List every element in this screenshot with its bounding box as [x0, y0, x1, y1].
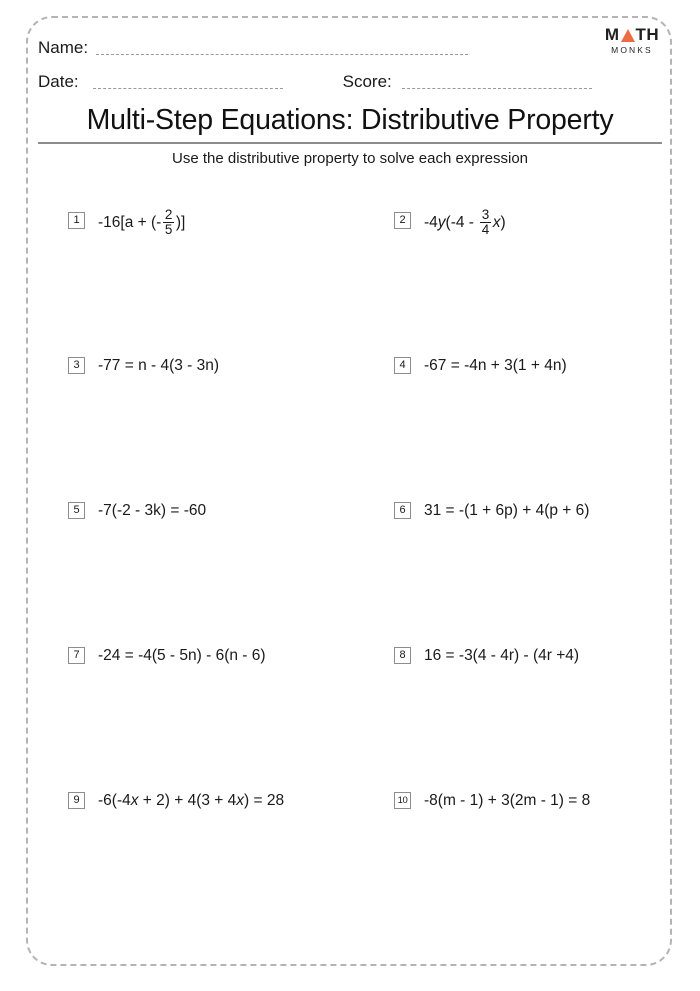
variable: x — [236, 792, 245, 809]
logo-wordmark — [594, 26, 670, 43]
problem-number-badge: 10 — [394, 792, 411, 809]
logo-text-after: TH — [635, 25, 660, 44]
fraction-numerator: 2 — [164, 206, 173, 222]
score-input[interactable] — [402, 87, 592, 89]
expression-text: -7(-2 - 3k) = -60 — [98, 502, 207, 519]
problem-number-badge: 1 — [68, 212, 85, 229]
problem-number-badge: 6 — [394, 502, 411, 519]
problem-number-badge: 5 — [68, 502, 85, 519]
name-row — [38, 24, 662, 58]
expression-text: -67 = -4n + 3(1 + 4n) — [424, 357, 567, 374]
problem-number-badge: 8 — [394, 647, 411, 664]
problem-number-badge: 3 — [68, 357, 85, 374]
problem-5[interactable] — [68, 498, 206, 524]
expression-text: -8(m - 1) + 3(2m - 1) = 8 — [424, 792, 591, 809]
expression-text: ) — [500, 213, 506, 231]
page-title: Multi-Step Equations: Distributive Property — [86, 104, 614, 136]
problem-1[interactable] — [68, 208, 185, 237]
problem-expression — [424, 643, 579, 669]
problem-expression — [98, 788, 284, 814]
problem-expression — [98, 643, 266, 669]
expression-text: -77 = n - 4(3 - 3n) — [98, 357, 220, 374]
problem-row — [0, 353, 700, 498]
fraction-numerator: 3 — [481, 206, 490, 222]
expression-text: -16[a + (- — [98, 213, 162, 231]
fraction-denominator: 4 — [481, 221, 490, 237]
logo-text-before: M — [604, 25, 620, 44]
variable: x — [492, 213, 501, 231]
math-monks-logo — [594, 26, 670, 55]
expression-text: -6(-4 — [98, 792, 131, 809]
problem-7[interactable] — [68, 643, 266, 669]
problem-3[interactable] — [68, 353, 219, 379]
problem-4[interactable] — [394, 353, 567, 379]
problem-expression — [424, 498, 589, 524]
problem-number-badge: 4 — [394, 357, 411, 374]
expression-text: + 2) + 4(3 + 4 — [138, 792, 237, 809]
expression-text: 16 = -3(4 - 4r) - (4r +4) — [424, 647, 580, 664]
expression-text: ) = 28 — [244, 792, 285, 809]
page-subtitle: Use the distributive property to solve each expression — [171, 150, 528, 167]
problem-number-badge: 7 — [68, 647, 85, 664]
problem-row — [0, 208, 700, 353]
fraction-denominator: 5 — [164, 221, 173, 237]
score-label: Score: — [342, 72, 392, 91]
expression-text: (-4 - — [445, 213, 479, 231]
problem-expression — [98, 208, 185, 237]
logo-subtext: MONKS — [611, 45, 653, 55]
expression-text: -24 = -4(5 - 5n) - 6(n - 6) — [98, 647, 266, 664]
variable: y — [437, 213, 446, 231]
problem-6[interactable] — [394, 498, 589, 524]
problem-10[interactable] — [394, 788, 590, 814]
fraction — [480, 208, 492, 237]
date-label: Date: — [38, 72, 79, 91]
title-divider — [38, 142, 662, 144]
problem-list — [0, 208, 700, 933]
problem-row — [0, 788, 700, 933]
problem-2[interactable] — [394, 208, 506, 237]
student-info-header — [38, 24, 662, 92]
problem-expression — [98, 498, 206, 524]
problem-9[interactable] — [68, 788, 284, 814]
problem-expression — [424, 788, 590, 814]
expression-text: 31 = -(1 + 6p) + 4(p + 6) — [424, 502, 590, 519]
problem-expression — [424, 353, 567, 379]
triangle-icon — [621, 29, 635, 42]
problem-row — [0, 643, 700, 788]
problem-expression — [424, 208, 506, 237]
problem-expression — [98, 353, 219, 379]
name-label: Name: — [38, 38, 89, 57]
date-score-row — [38, 58, 662, 92]
problem-number-badge: 2 — [394, 212, 411, 229]
expression-text: -4 — [424, 213, 438, 231]
problem-row — [0, 498, 700, 643]
expression-text: )] — [175, 213, 186, 231]
name-input[interactable] — [96, 53, 468, 55]
date-input[interactable] — [93, 87, 283, 89]
problem-8[interactable] — [394, 643, 579, 669]
fraction — [163, 208, 175, 237]
variable: x — [130, 792, 139, 809]
problem-number-badge: 9 — [68, 792, 85, 809]
